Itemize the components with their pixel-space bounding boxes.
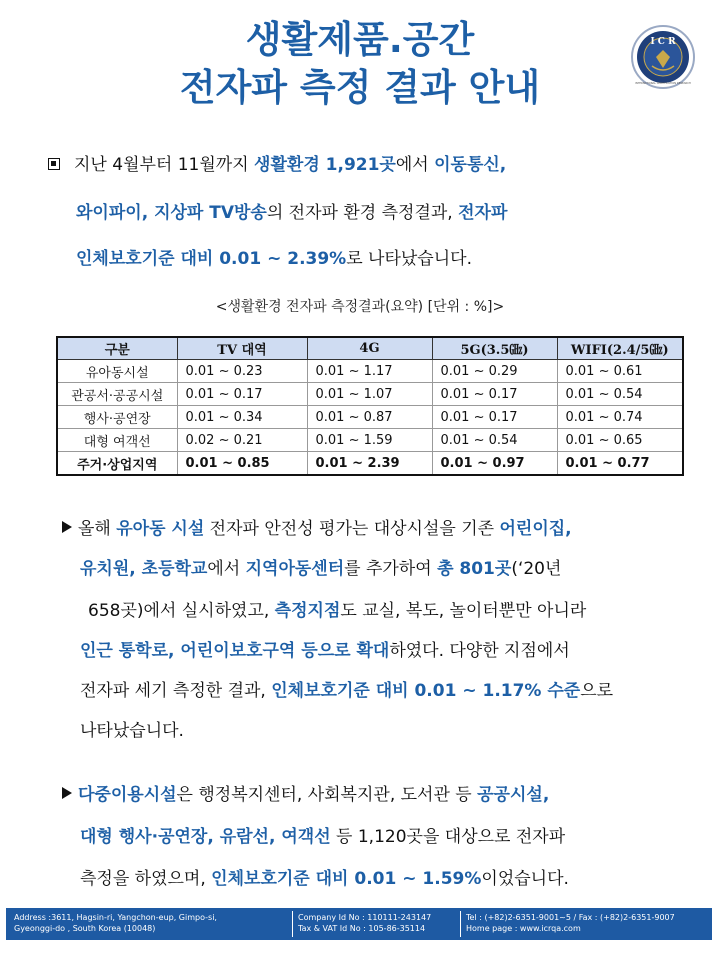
p2-highlight: 측정지점 [274,601,341,621]
p3-text: 측정을 하였으며, [80,869,212,889]
intro-highlight: 와이파이, 지상파 TV방송 [76,203,267,223]
table-cell: 0.01 ~ 0.65 [557,429,683,452]
page-title-line1: 생활제품.공간 [245,18,475,61]
p2-highlight: 유아동 시설 [116,519,205,539]
footer-address-line1: Address :3611, Hagsin-ri, Yangchon-eup, Gimpo-si, [14,913,217,922]
footer-company [298,912,431,934]
p3-text: 은 행정복지센터, 사회복지관, 도서관 등 [176,785,478,805]
p2-text: 를 추가하여 [344,559,438,579]
table-cell: 0.01 ~ 0.77 [557,452,683,476]
icr-logo [630,24,696,90]
p2-text: 전자파 세기 측정한 결과, [80,681,272,701]
p2-highlight: 유치원, 초등학교 [80,559,208,579]
p2-text: (‘20년 [511,559,562,579]
table-cell: 0.01 ~ 0.17 [432,383,557,406]
p2-text: 나타났습니다. [80,721,184,741]
table-caption: <생활환경 전자파 측정결과(요약) [단위 : %]> [215,299,505,315]
p3-highlight: 인체보호기준 대비 0.01 ~ 1.59% [211,869,482,889]
footer [6,908,712,940]
table-cell: 대형 여객선 [57,429,177,452]
table-cell: 주거·상업지역 [57,452,177,476]
footer-homepage-link[interactable]: Home page : www.icrqa.com [466,924,581,933]
footer-company-line1: Company Id No : 110111-243147 [298,913,432,922]
p2-highlight: 인체보호기준 대비 0.01 ~ 1.17% 수준 [271,681,581,701]
table-cell: 0.01 ~ 0.17 [432,406,557,429]
table-cell: 0.01 ~ 1.07 [307,383,432,406]
table-cell: 0.01 ~ 2.39 [307,452,432,476]
table-row [57,383,683,406]
svg-text:I C R: I C R [650,37,676,47]
table-row [57,406,683,429]
p2-highlight: 어린이집, [499,519,572,539]
table-header: TV 대역 [177,337,307,360]
table-header: 구분 [57,337,177,360]
footer-divider [460,911,461,937]
footer-contact [466,912,675,934]
p3-highlight: 다중이용시설 [78,785,177,805]
footer-address [14,912,217,934]
table-cell: 0.01 ~ 1.17 [307,360,432,383]
p2-highlight: 총 801곳 [437,559,512,579]
p3-text: 등 1,120곳을 대상으로 전자파 [330,827,566,847]
table-row [57,429,683,452]
table-header-row [57,337,683,360]
intro-highlight: 이동통신, [434,155,507,175]
intro-text: 에서 [395,155,435,175]
table-row [57,360,683,383]
intro-highlight: 전자파 [458,203,508,223]
table-cell: 0.01 ~ 0.85 [177,452,307,476]
table-cell: 0.01 ~ 0.54 [557,383,683,406]
p2-text: 하였다. 다양한 지점에서 [389,641,570,661]
intro-highlight: 인체보호기준 대비 0.01 ~ 2.39% [76,249,347,269]
table-cell: 0.01 ~ 0.17 [177,383,307,406]
table-cell: 0.01 ~ 0.74 [557,406,683,429]
table-cell: 0.01 ~ 0.23 [177,360,307,383]
table-cell: 0.01 ~ 0.34 [177,406,307,429]
square-bullet-icon [48,158,60,170]
table-cell: 0.01 ~ 1.59 [307,429,432,452]
table-cell: 행사·공연장 [57,406,177,429]
footer-address-line2: Gyeonggi-do , South Korea (10048) [14,924,156,933]
footer-company-line2: Tax & VAT Id No : 105-86-35114 [298,924,426,933]
table-cell: 0.01 ~ 0.97 [432,452,557,476]
p2-text: 에서 [207,559,246,579]
page-title-line2: 전자파 측정 결과 안내 [179,66,541,109]
p2-text: 올해 [78,519,117,539]
p2-text: 도 교실, 복도, 놀이터뿐만 아니라 [340,601,587,621]
results-table [56,336,684,476]
footer-divider [292,911,293,937]
footer-contact-line1: Tel : (+82)2-6351-9001~5 / Fax : (+82)2-6351-9007 [466,913,675,922]
table-cell: 관공서·공공시설 [57,383,177,406]
table-cell: 유아동시설 [57,360,177,383]
intro-text: 지난 4월부터 11월까지 [74,155,255,175]
p2-text: 658곳)에서 실시하였고, [88,601,275,621]
table-cell: 0.01 ~ 0.29 [432,360,557,383]
table-header: WIFI(2.4/5㎓) [557,337,683,360]
table-header: 5G(3.5㎓) [432,337,557,360]
table-header: 4G [307,337,432,360]
svg-text:INTERNATIONAL CERTIFICATION RE: INTERNATIONAL CERTIFICATION RESEARCH [635,82,691,85]
p2-text: 전자파 안전성 평가는 대상시설을 기존 [204,519,500,539]
table-cell: 0.02 ~ 0.21 [177,429,307,452]
table-cell: 0.01 ~ 0.87 [307,406,432,429]
table-cell: 0.01 ~ 0.61 [557,360,683,383]
p3-text: 이었습니다. [481,869,569,889]
p3-highlight: 대형 행사·공연장, 유람선, 여객선 [80,827,331,847]
intro-highlight: 생활환경 1,921곳 [254,155,396,175]
p2-text: 으로 [580,681,614,701]
table-cell: 0.01 ~ 0.54 [432,429,557,452]
triangle-bullet-icon [62,787,72,799]
table-row [57,452,683,476]
triangle-bullet-icon [62,521,72,533]
intro-text: 로 나타났습니다. [346,249,472,269]
p2-highlight: 지역아동센터 [245,559,345,579]
p3-highlight: 공공시설, [477,785,550,805]
p2-highlight: 인근 통학로, 어린이보호구역 등으로 확대 [80,641,390,661]
intro-text: 의 전자파 환경 측정결과, [266,203,459,223]
